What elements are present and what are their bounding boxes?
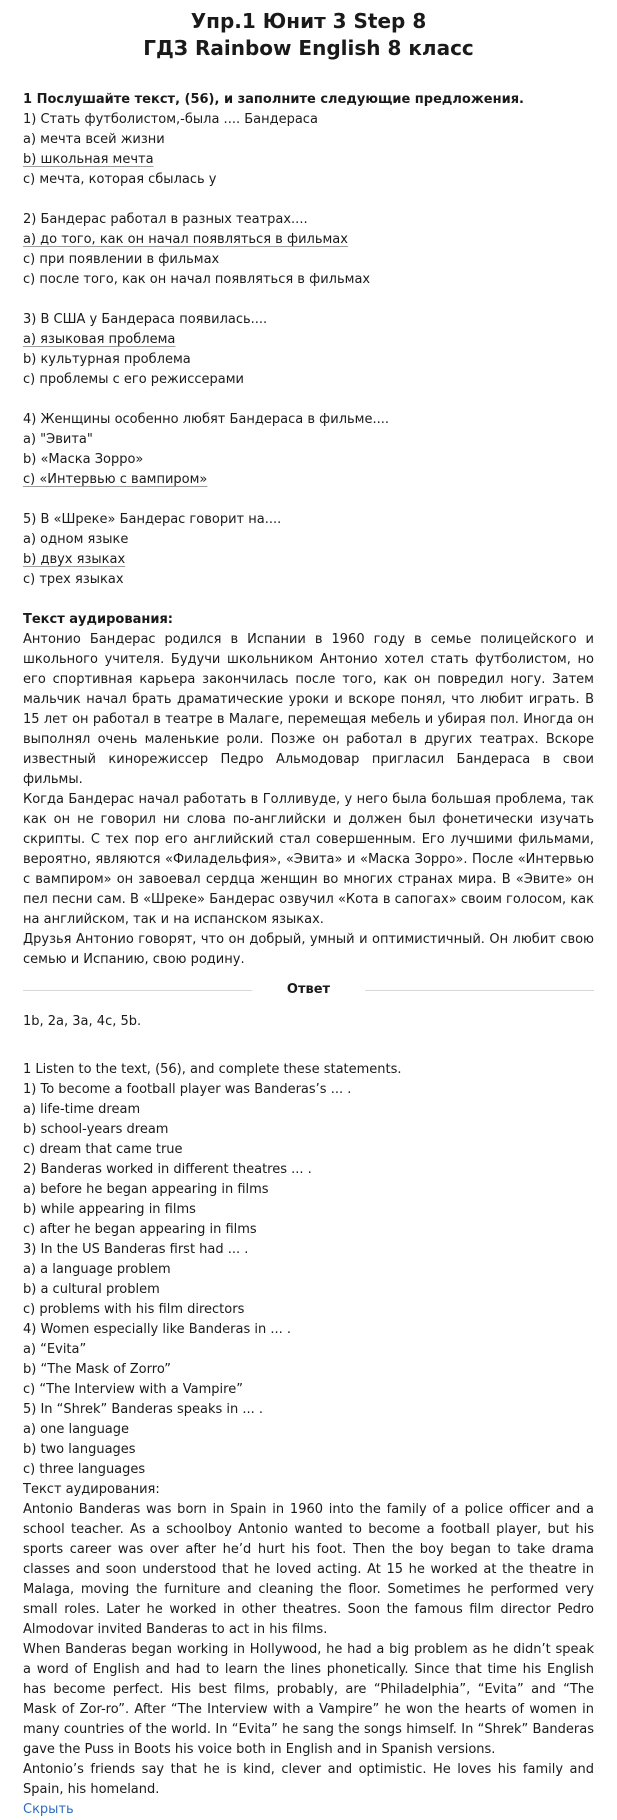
- ru-question-4: [23, 410, 594, 490]
- en-task: [23, 1060, 594, 1800]
- en-audio-paragraph: When Banderas began working in Hollywood, he had a big problem as he didn’t speak a word of English and had to learn the lines phonetically. Since that time his English has become perfect. His best films, probably, are “Philadelphia”, “Evita” and “The Mask of Zor-ro”. After “The Interview with a Vampire” he won the hearts of women in many countries of the world. In “Evita” he sang the songs himself. In “Shrek” Banderas gave the Puss in Boots his voice both in English and in Spanish versions.: [23, 1642, 594, 1757]
- option: a) мечта всей жизни: [23, 132, 165, 147]
- en-line: 3) In the US Banderas first had ... .: [23, 1242, 249, 1257]
- answer-text: 1b, 2a, 3a, 4c, 5b.: [23, 1014, 142, 1029]
- option-correct: a) языковая проблема: [23, 332, 176, 347]
- ru-task-heading: 1 Послушайте текст, (56), и заполните следующие предложения.: [23, 92, 524, 107]
- option: c) проблемы с его режиссерами: [23, 372, 244, 387]
- answer-label: Ответ: [286, 982, 331, 997]
- en-line: c) “The Interview with a Vampire”: [23, 1382, 243, 1397]
- en-line: 1) To become a football player was Banderas’s ... .: [23, 1082, 352, 1097]
- en-line: a) “Evita”: [23, 1342, 87, 1357]
- option-correct: c) «Интервью с вампиром»: [23, 472, 208, 487]
- title-block: [23, 8, 594, 62]
- option: b) культурная проблема: [23, 352, 191, 367]
- divider-rule: [23, 990, 252, 991]
- ru-audio-paragraph: Антонио Бандерас родился в Испании в 1960 году в семье полицейского и школьного учителя. Будучи школьником Антонио хотел стать футболистом, но его спортивная карьера закончилась после того, как он повредил ногу. Затем мальчик начал брать драматические уроки и вскоре понял, что любит играть. В 15 лет он работал в театре в Малаге, перемещая мебель и убирая пол. Иногда он выполнял очень маленькие роли. Позже он работал в других театрах. Вскоре известный кинорежиссер Педро Альмодовар пригласил Бандераса в свои фильмы.: [23, 632, 594, 787]
- en-line: c) problems with his film directors: [23, 1302, 245, 1317]
- en-line: b) school-years dream: [23, 1122, 169, 1137]
- hide-link[interactable]: Скрыть: [23, 1802, 74, 1817]
- option-correct: a) до того, как он начал появляться в фильмах: [23, 232, 348, 247]
- option: b) «Маска Зорро»: [23, 452, 144, 467]
- en-audio-paragraph: Antonio Banderas was born in Spain in 1960 into the family of a police officer and a school teacher. As a schoolboy Antonio wanted to become a football player, but his sports career was over after he’d hurt his foot. Then the boy began to take drama classes and soon understood that he loved acting. At 15 he worked at the theatre in Malaga, moving the furniture and cleaning the floor. Sometimes he performed very small roles. Later he worked in other theatres. Soon the famous film director Pedro Almodovar invited Banderas to act in his films.: [23, 1502, 594, 1637]
- en-line: 5) In “Shrek” Banderas speaks in ... .: [23, 1402, 264, 1417]
- en-audio-heading: Текст аудирования:: [23, 1482, 160, 1497]
- option: c) трех языках: [23, 572, 124, 587]
- en-line: b) “The Mask of Zorro”: [23, 1362, 172, 1377]
- en-line: a) before he began appearing in films: [23, 1182, 269, 1197]
- option: c) при появлении в фильмах: [23, 252, 220, 267]
- en-audio-paragraph: Antonio’s friends say that he is kind, clever and optimistic. He loves his family and Spain, his homeland.: [23, 1762, 594, 1797]
- en-line: b) two languages: [23, 1442, 136, 1457]
- en-line: a) a language problem: [23, 1262, 171, 1277]
- en-line: 4) Women especially like Banderas in ... .: [23, 1322, 292, 1337]
- en-line: b) a cultural problem: [23, 1282, 160, 1297]
- ru-audio-paragraph: Друзья Антонио говорят, что он добрый, умный и оптимистичный. Он любит свою семью и Испанию, свою родину.: [23, 932, 594, 967]
- question-text: 2) Бандерас работал в разных театрах....: [23, 212, 308, 227]
- en-line: a) life-time dream: [23, 1102, 141, 1117]
- question-text: 5) В «Шреке» Бандерас говорит на....: [23, 512, 282, 527]
- ru-question-5: [23, 510, 594, 590]
- ru-audio-heading: Текст аудирования:: [23, 612, 174, 627]
- en-line: b) while appearing in films: [23, 1202, 196, 1217]
- option: c) после того, как он начал появляться в фильмах: [23, 272, 371, 287]
- question-text: 1) Стать футболистом,-была .... Бандераса: [23, 112, 318, 127]
- en-line: c) after he began appearing in films: [23, 1222, 257, 1237]
- en-line: 2) Banderas worked in different theatres ... .: [23, 1162, 312, 1177]
- page-subtitle: ГДЗ Rainbow English 8 класс: [143, 36, 474, 60]
- option: a) одном языке: [23, 532, 129, 547]
- option-correct: b) двух языках: [23, 552, 126, 567]
- ru-question-3: [23, 310, 594, 390]
- option: c) мечта, которая сбылась у: [23, 172, 217, 187]
- question-text: 3) В США у Бандераса появилась....: [23, 312, 268, 327]
- en-line: c) three languages: [23, 1462, 146, 1477]
- en-task-heading: 1 Listen to the text, (56), and complete these statements.: [23, 1062, 402, 1077]
- answer-divider: [23, 980, 594, 1000]
- divider-rule: [365, 990, 594, 991]
- ru-question-1: [23, 110, 594, 190]
- en-line: c) dream that came true: [23, 1142, 183, 1157]
- en-line: a) one language: [23, 1422, 130, 1437]
- page-title: Упр.1 Юнит 3 Step 8: [190, 9, 427, 33]
- ru-question-2: [23, 210, 594, 290]
- ru-audio-paragraph: Когда Бандерас начал работать в Голливуде, у него была большая проблема, так как он не говорил ни слова по-английски и должен был фонетически изучать скрипты. С тех пор его английский стал совершенным. Его лучшими фильмами, вероятно, являются «Филадельфия», «Эвита» и «Маска Зорро». После «Интервью с вампиром» он завоевал сердца женщин во многих странах мира. В «Эвите» он пел песни сам. В «Шреке» Бандерас озвучил «Кота в сапогах» своим голосом, как на английском, так и на испанском языках.: [23, 792, 594, 927]
- option: a) "Эвита": [23, 432, 93, 447]
- question-text: 4) Женщины особенно любят Бандераса в фильме....: [23, 412, 390, 427]
- option-correct: b) школьная мечта: [23, 152, 154, 167]
